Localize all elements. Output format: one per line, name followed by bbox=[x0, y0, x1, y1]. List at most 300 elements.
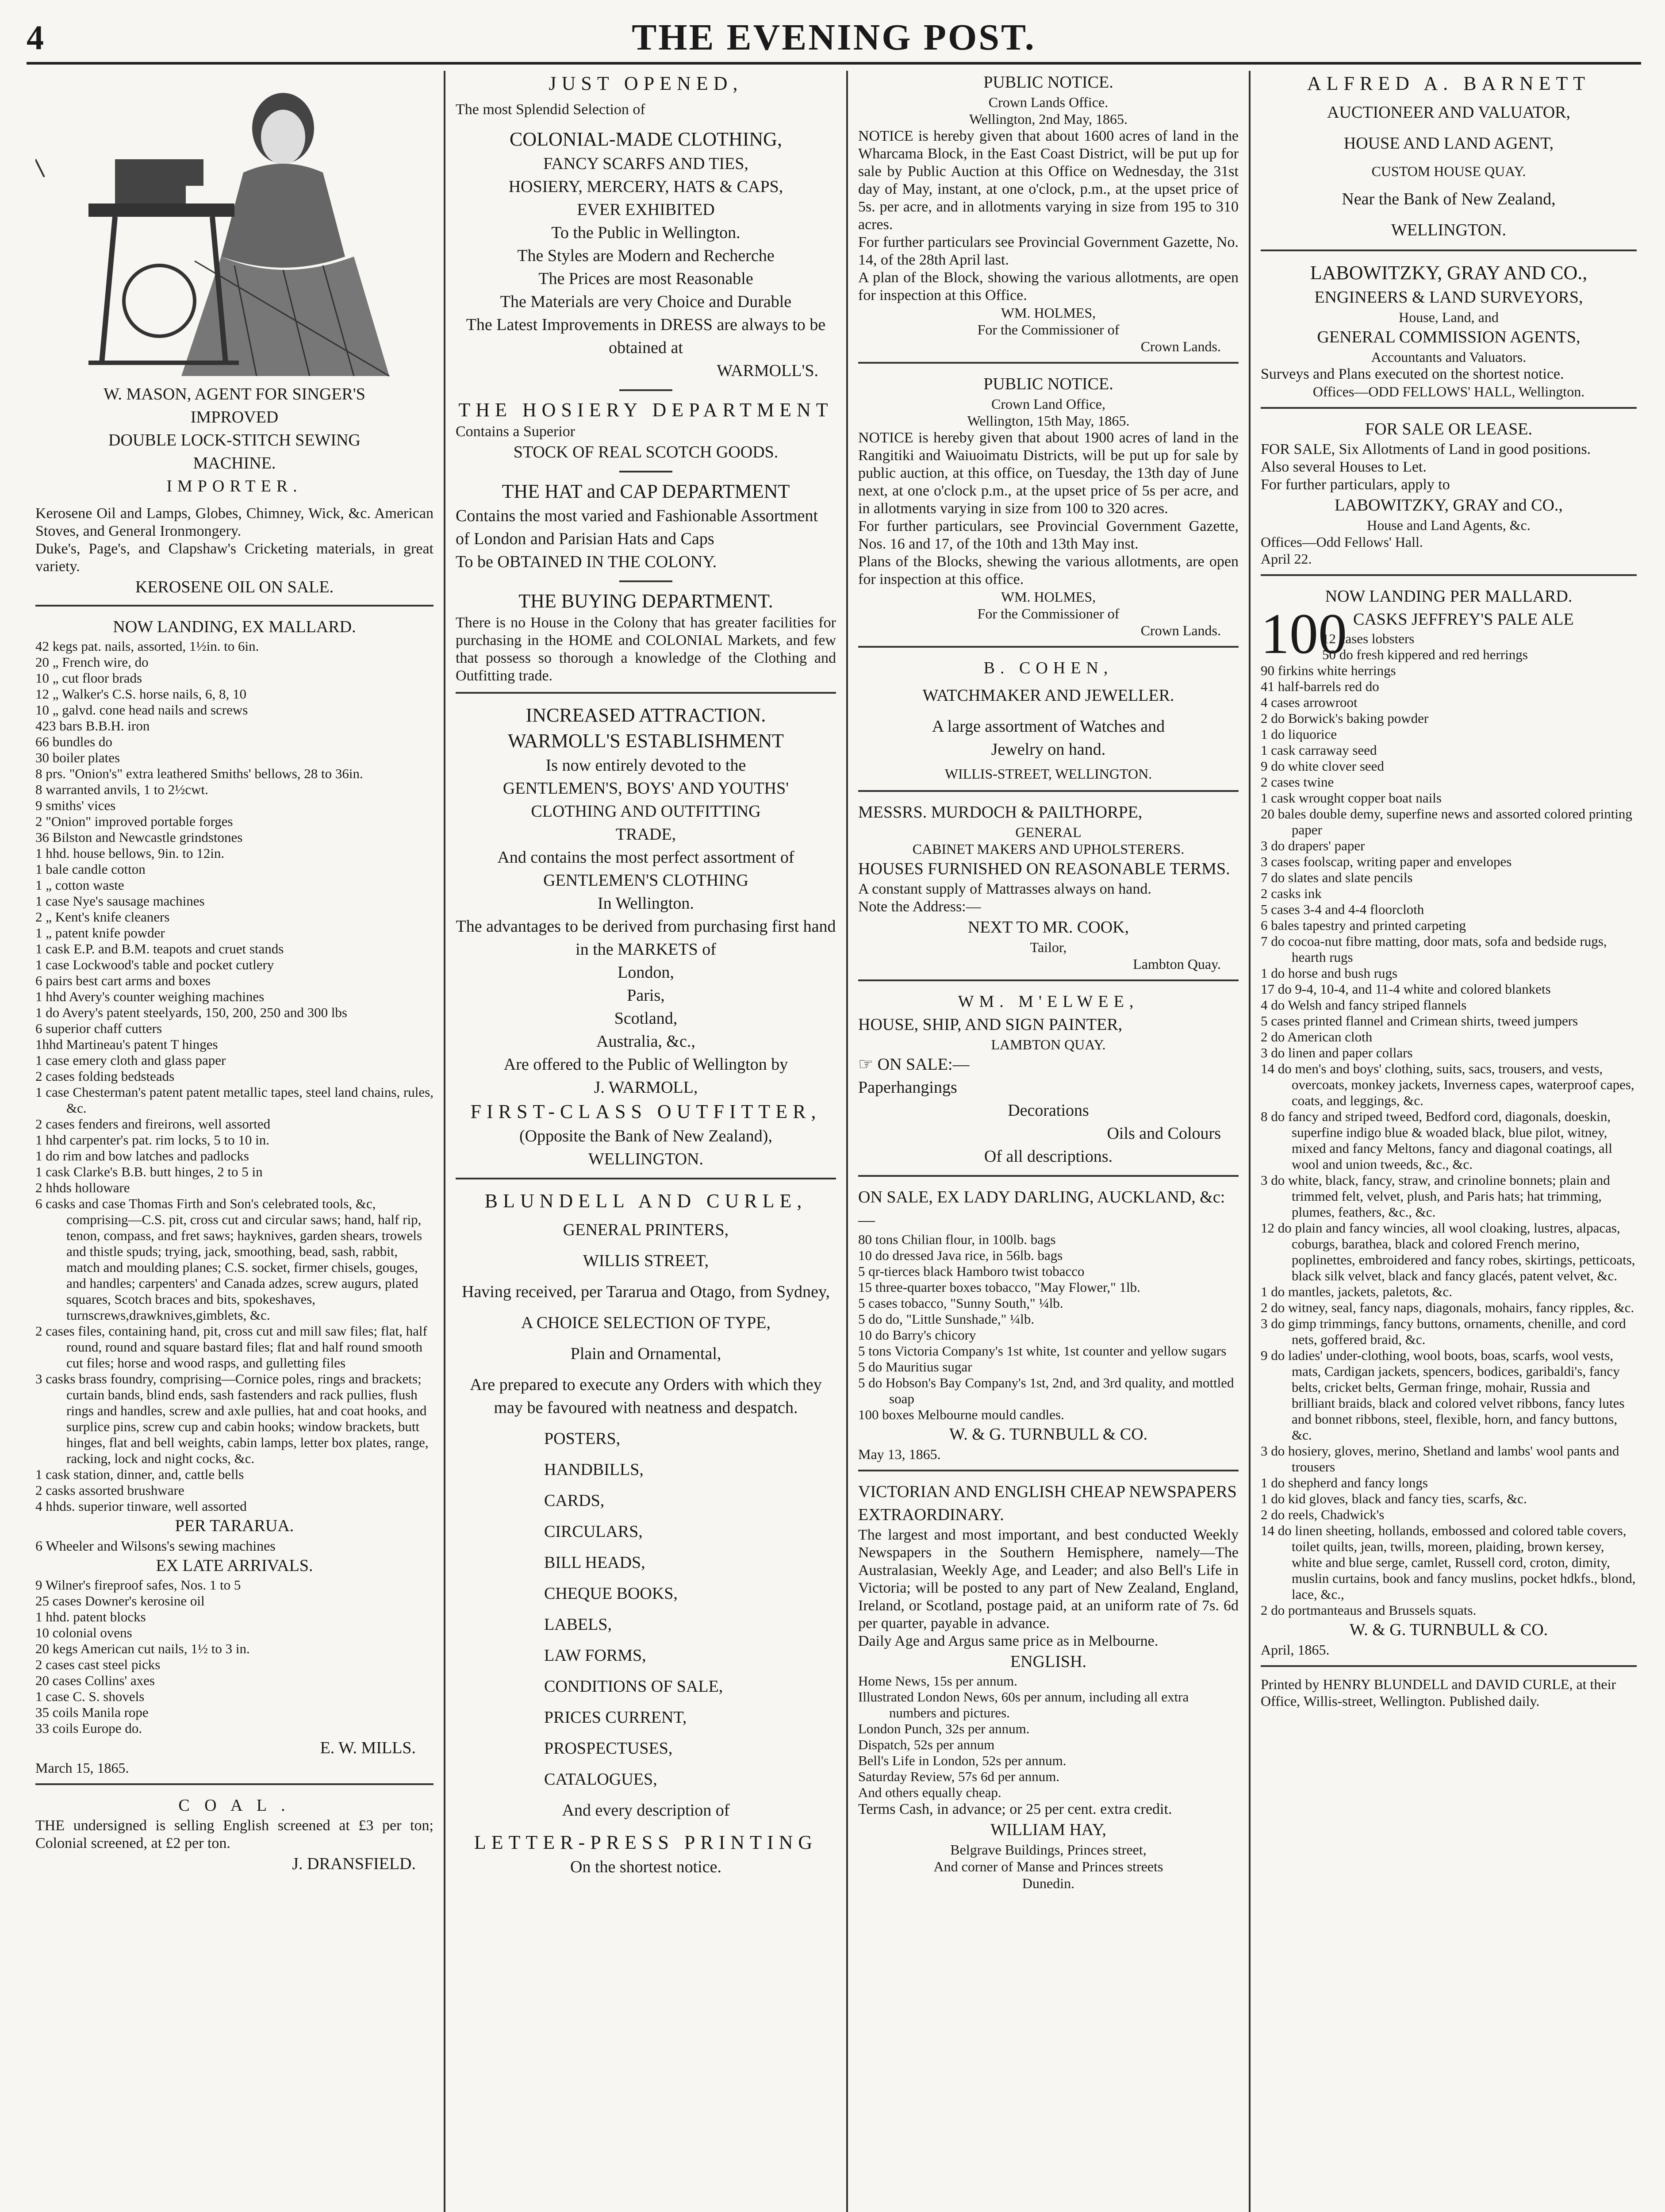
divider bbox=[858, 362, 1239, 364]
notice-signature: Crown Lands. bbox=[1140, 338, 1221, 354]
notice-office: Crown Land Office, bbox=[991, 396, 1105, 412]
for-sale-line: For further particulars, apply to bbox=[1261, 476, 1450, 493]
column-2 bbox=[447, 71, 845, 2212]
list-item: 30 boiler plates bbox=[35, 750, 120, 765]
increased-line: And contains the most perfect assortment of bbox=[497, 848, 794, 867]
newspaper-title: THE EVENING POST. bbox=[632, 17, 1036, 58]
list-item: 5 do Mauritius sugar bbox=[858, 1359, 972, 1375]
labowitzky-line: Offices—ODD FELLOWS' HALL, Wellington. bbox=[1312, 384, 1585, 399]
page-number: 4 bbox=[27, 18, 44, 57]
buying-heading: THE BUYING DEPARTMENT. bbox=[518, 590, 773, 612]
blundell-line: WILLIS STREET, bbox=[583, 1252, 709, 1270]
column-rule bbox=[1249, 71, 1251, 2212]
list-item: 1 hhd Avery's counter weighing machines bbox=[35, 989, 265, 1004]
blundell-line: Having received, per Tararua and Otago, from Sydney, bbox=[462, 1283, 830, 1301]
murdoch-line: HOUSES FURNISHED ON REASONABLE TERMS. bbox=[858, 860, 1230, 878]
mcelwee-line: Of all descriptions. bbox=[984, 1147, 1113, 1166]
hat-body: Contains the most varied and Fashionable Assortment of London and Parisian Hats and Caps bbox=[456, 507, 818, 548]
masthead bbox=[27, 13, 1641, 65]
divider bbox=[858, 979, 1239, 981]
for-sale-ad bbox=[1261, 418, 1637, 567]
notice-signature: Crown Lands. bbox=[1140, 622, 1221, 638]
mcelwee-ad bbox=[858, 990, 1239, 1168]
printing-service-item: CIRCULARS, bbox=[544, 1522, 643, 1541]
list-item: 10 colonial ovens bbox=[35, 1625, 132, 1640]
newspapers-body: The largest and most important, and best conducted Weekly Newspapers in the Southern Hemisphere, namely—The Australasian, Weekly Age, and Leader; and also Bell's Life in Victoria; will be posted to any part of New Zealand, England, Ireland, or Scotland, postage paid, at an uniform rate of 7s. 6d per quarter, payable in advance. bbox=[858, 1527, 1239, 1632]
notice-body: For further particulars see Provincial Government Gazette, No. 14, of the 28th April last. bbox=[858, 234, 1239, 268]
opened-line: The most Splendid Selection of bbox=[456, 101, 645, 118]
list-item: 2 do Borwick's baking powder bbox=[1261, 710, 1429, 726]
list-item: 1 case Chesterman's patent patent metallic tapes, steel land chains, rules, &c. bbox=[35, 1084, 434, 1116]
list-item: 7 do cocoa-nut fibre matting, door mats, sofa and bedside rugs, hearth rugs bbox=[1261, 933, 1607, 965]
list-item: 1 „ cotton waste bbox=[35, 877, 124, 893]
opened-line: The Latest Improvements in DRESS are always to be obtained at bbox=[466, 315, 826, 357]
printing-service-item: POSTERS, bbox=[544, 1429, 621, 1448]
mason-body-2: Duke's, Page's, and Clapshaw's Cricketing materials, in great variety. bbox=[35, 541, 434, 575]
newspapers-body: Daily Age and Argus same price as in Melbourne. bbox=[858, 1633, 1159, 1649]
murdoch-line: Lambton Quay. bbox=[1133, 956, 1221, 972]
increased-line: The advantages to be derived from purchasing first hand in the MARKETS of bbox=[456, 917, 836, 959]
list-item: 1 case Nye's sausage machines bbox=[35, 893, 205, 909]
for-sale-line: April 22. bbox=[1261, 551, 1312, 567]
opened-line: The Styles are Modern and Recherche bbox=[517, 246, 775, 265]
cohen-heading: B. COHEN, bbox=[983, 659, 1113, 677]
mallard-date: April, 1865. bbox=[1261, 1642, 1330, 1658]
list-item: 10 „ galvd. cone head nails and screws bbox=[35, 702, 248, 718]
list-item: 1 hhd. house bellows, 9in. to 12in. bbox=[35, 845, 225, 861]
list-item: 3 casks brass foundry, comprising—Cornice poles, rings and brackets; curtain bands, blind ends, sash fastenders and rack pullies, flush rings and handles, screw and axle pullies, hat and coat hooks, and surplice pins, screw cup and cabin hooks; window brackets, butt hinges, flat and bell weights, cabin lamps, letter box plates, range, racking, lock and night cocks, &c. bbox=[35, 1371, 429, 1466]
printing-service-item: HANDBILLS, bbox=[544, 1460, 644, 1479]
divider bbox=[456, 1178, 836, 1179]
list-item: 1 do shepherd and fancy longs bbox=[1261, 1475, 1428, 1490]
list-item: 6 casks and case Thomas Firth and Son's celebrated tools, &c, comprising—C.S. pit, cross cut and circular saws; hand, half rip, tenon, compass, and fret saws; hayknives, garden shears, trowels and thistle spuds; trying, jack, smoothing, bead, sash, rabbit, match and moulding planes; C.S. socket, firmer chisels, gouges, and handles; carpenters' and Canada adzes, screw augurs, plated squares, Scotch braces and bits, spokeshaves, turnscrews,drawknives,gimblets, &c. bbox=[35, 1196, 422, 1323]
list-item: 2 cases files, containing hand, pit, cross cut and mill saw files; flat, half round, round and square bastard files; flat and half round smooth cut files; horse and wood rasps, and gulletting files bbox=[35, 1323, 427, 1371]
list-item: 5 do do, "Little Sunshade," ¼lb. bbox=[858, 1311, 1035, 1327]
warmoll-signature: WARMOLL'S. bbox=[717, 361, 818, 380]
opened-line: The Materials are very Choice and Durable bbox=[500, 292, 792, 311]
list-item: 2 "Onion" improved portable forges bbox=[35, 814, 233, 829]
murdoch-line: A constant supply of Mattrasses always on hand. bbox=[858, 881, 1151, 897]
list-item: 2 cases folding bedsteads bbox=[35, 1068, 175, 1084]
mason-ad bbox=[35, 383, 434, 498]
blundell-line: A CHOICE SELECTION OF TYPE, bbox=[521, 1313, 771, 1332]
labowitzky-line: Accountants and Valuators. bbox=[1371, 349, 1527, 365]
barnett-line: CUSTOM HOUSE QUAY. bbox=[1371, 163, 1526, 179]
list-item: 1 case emery cloth and glass paper bbox=[35, 1052, 226, 1068]
list-item: 20 „ French wire, do bbox=[35, 654, 149, 670]
barnett-line: WELLINGTON. bbox=[1391, 221, 1506, 239]
coal-body: THE undersigned is selling English screened at £3 per ton; Colonial screened, at £2 per ton. bbox=[35, 1817, 434, 1851]
list-item: 1 bale candle cotton bbox=[35, 861, 146, 877]
list-item: 6 pairs best cart arms and boxes bbox=[35, 973, 211, 988]
list-item: 1 cask station, dinner, and, cattle bells bbox=[35, 1467, 244, 1482]
cohen-line: Jewelry on hand. bbox=[991, 740, 1106, 759]
mcelwee-line: Oils and Colours bbox=[1107, 1124, 1221, 1143]
increased-line: Is now entirely devoted to the bbox=[545, 756, 746, 775]
landing-item-list bbox=[35, 638, 434, 1514]
printing-service-item: BILL HEADS, bbox=[544, 1553, 645, 1572]
list-item: 1 do rim and bow latches and padlocks bbox=[35, 1148, 249, 1164]
column-4 bbox=[1252, 71, 1646, 2212]
mason-footer: KEROSENE OIL ON SALE. bbox=[135, 578, 334, 596]
list-item: 1 do mantles, jackets, paletots, &c. bbox=[1261, 1284, 1453, 1299]
divider bbox=[858, 790, 1239, 792]
darling-date: May 13, 1865. bbox=[858, 1446, 941, 1462]
list-item: 3 cases foolscap, writing paper and envelopes bbox=[1261, 854, 1512, 869]
list-item: 3 do linen and paper collars bbox=[1261, 1045, 1413, 1060]
divider bbox=[1261, 1665, 1637, 1667]
opened-line: HOSIERY, MERCERY, HATS & CAPS, bbox=[508, 177, 783, 196]
list-item: 3 do hosiery, gloves, merino, Shetland and lambs' wool pants and trousers bbox=[1261, 1443, 1619, 1475]
mcelwee-line: HOUSE, SHIP, AND SIGN PAINTER, bbox=[858, 1015, 1123, 1034]
blundell-line: Plain and Ornamental, bbox=[570, 1344, 721, 1363]
list-item: 66 bundles do bbox=[35, 734, 112, 749]
column-rule bbox=[846, 71, 848, 2212]
list-item: 10 do Barry's chicory bbox=[858, 1327, 976, 1343]
buying-ad bbox=[456, 588, 836, 685]
list-item: 50 do fresh kippered and red herrings bbox=[1322, 647, 1528, 662]
printer-imprint: Printed by HENRY BLUNDELL and DAVID CURLE, at their Office, Willis-street, Wellington. Published daily. bbox=[1261, 1676, 1616, 1709]
increased-line: WELLINGTON. bbox=[588, 1150, 703, 1168]
for-sale-heading: FOR SALE OR LEASE. bbox=[1365, 420, 1532, 438]
cohen-line: A large assortment of Watches and bbox=[932, 717, 1165, 736]
hay-address: Dunedin. bbox=[1022, 1875, 1075, 1891]
list-item: 5 cases 3-4 and 4-4 floorcloth bbox=[1261, 902, 1424, 917]
notice-body: A plan of the Block, showing the various allotments, are open for inspection at this Office. bbox=[858, 269, 1239, 303]
mason-name: W. MASON, AGENT FOR SINGER'S bbox=[104, 385, 365, 403]
list-item: 8 prs. "Onion's" extra leathered Smiths' bellows, 28 to 36in. bbox=[35, 766, 363, 781]
blundell-line: GENERAL PRINTERS, bbox=[563, 1221, 729, 1239]
divider bbox=[619, 580, 672, 582]
list-item: London Punch, 32s per annum. bbox=[858, 1721, 1030, 1736]
for-sale-line: LABOWITZKY, GRAY and CO., bbox=[1335, 496, 1563, 515]
list-item: 20 bales double demy, superfine news and assorted colored printing paper bbox=[1261, 806, 1632, 837]
list-item: 3 do drapers' paper bbox=[1261, 838, 1365, 853]
increased-line: GENTLEMEN'S, BOYS' AND YOUTHS' bbox=[503, 779, 789, 798]
increased-line: (Opposite the Bank of New Zealand), bbox=[519, 1127, 772, 1145]
notice-body: NOTICE is hereby given that about 1600 acres of land in the Wharcama Block, in the East Coast District, will be put up for sale by Public Auction at this Office on Wednesday, the 31st day of May, instant, at one o'clock, p.m., at the upset price of 5s. per acre, and in allotments varying in size from 195 to 310 acres. bbox=[858, 128, 1239, 233]
hay-address: And corner of Manse and Princes streets bbox=[933, 1859, 1163, 1874]
opened-line: To the Public in Wellington. bbox=[551, 223, 740, 242]
divider bbox=[1261, 250, 1637, 251]
list-item: 4 hhds. superior tinware, well assorted bbox=[35, 1498, 247, 1514]
warmoll-opened-ad bbox=[456, 71, 836, 382]
mason-machine-line: DOUBLE LOCK-STITCH SEWING bbox=[108, 431, 361, 449]
list-item: 12 „ Walker's C.S. horse nails, 6, 8, 10 bbox=[35, 686, 246, 702]
hosiery-ad bbox=[456, 397, 836, 464]
barnett-line: Near the Bank of New Zealand, bbox=[1342, 190, 1556, 208]
list-item: Home News, 15s per annum. bbox=[858, 1673, 1017, 1689]
tararua-item: 6 Wheeler and Wilsons's sewing machines bbox=[35, 1538, 276, 1554]
list-item: 1 cask wrought copper boat nails bbox=[1261, 790, 1442, 806]
murdoch-ad bbox=[858, 801, 1239, 972]
list-item: 25 cases Downer's kerosine oil bbox=[35, 1593, 205, 1609]
newspapers-ad bbox=[858, 1480, 1239, 1892]
printing-service-item: CATALOGUES, bbox=[544, 1770, 657, 1789]
column-1 bbox=[27, 71, 442, 2212]
list-item: 1 hhd carpenter's pat. rim locks, 5 to 10 in. bbox=[35, 1132, 270, 1148]
divider bbox=[858, 1175, 1239, 1177]
per-tararua: PER TARARUA. bbox=[175, 1517, 294, 1535]
for-sale-line: Also several Houses to Let. bbox=[1261, 459, 1427, 475]
list-item: 4 cases arrowroot bbox=[1261, 695, 1358, 710]
list-item: 14 do men's and boys' clothing, suits, sacs, trousers, and vests, overcoats, monkey jackets, Inverness capes, waterproof capes, coats, and leggings, &c. bbox=[1261, 1061, 1634, 1108]
list-item: 90 firkins white herrings bbox=[1261, 663, 1396, 678]
notice-signature: WM. HOLMES, bbox=[1001, 305, 1096, 321]
labowitzky-heading: LABOWITZKY, GRAY AND CO., bbox=[1310, 262, 1588, 284]
list-item: 2 do reels, Chadwick's bbox=[1261, 1507, 1385, 1522]
printing-service-item: CHEQUE BOOKS, bbox=[544, 1584, 678, 1603]
notice-heading: PUBLIC NOTICE. bbox=[983, 375, 1113, 393]
newspapers-heading: VICTORIAN AND ENGLISH CHEAP NEWSPAPERS EXTRAORDINARY. bbox=[858, 1482, 1237, 1524]
divider bbox=[456, 692, 836, 694]
mallard-item-list bbox=[1261, 631, 1637, 1618]
increased-sub: WARMOLL'S ESTABLISHMENT bbox=[507, 730, 784, 752]
list-item: 41 half-barrels red do bbox=[1261, 679, 1379, 694]
opened-line: COLONIAL-MADE CLOTHING, bbox=[510, 128, 782, 150]
mcelwee-line: LAMBTON QUAY. bbox=[991, 1037, 1106, 1052]
list-item: 1 cask carraway seed bbox=[1261, 742, 1377, 758]
darling-heading: ON SALE, EX LADY DARLING, AUCKLAND, &c:— bbox=[858, 1188, 1225, 1229]
blundell-line: Are prepared to execute any Orders with which they may be favoured with neatness and despatch. bbox=[470, 1375, 822, 1417]
list-item: 15 three-quarter boxes tobacco, "May Flower," 1lb. bbox=[858, 1279, 1140, 1295]
list-item: 4 do Welsh and fancy striped flannels bbox=[1261, 997, 1467, 1013]
mcelwee-heading: WM. M'ELWEE, bbox=[958, 992, 1139, 1011]
labowitzky-line: ENGINEERS & LAND SURVEYORS, bbox=[1314, 288, 1583, 307]
english-papers-list bbox=[858, 1673, 1239, 1801]
murdoch-heading: MESSRS. MURDOCH & PAILTHORPE, bbox=[858, 803, 1143, 822]
list-item: 6 superior chaff cutters bbox=[35, 1021, 162, 1036]
list-item: 17 do 9-4, 10-4, and 11-4 white and colored blankets bbox=[1261, 981, 1551, 997]
for-sale-line: Offices—Odd Fellows' Hall. bbox=[1261, 534, 1423, 550]
list-item: 1 „ patent knife powder bbox=[35, 925, 165, 941]
list-item: 33 coils Europe do. bbox=[35, 1720, 142, 1736]
list-item: 35 coils Manila rope bbox=[35, 1705, 149, 1720]
list-item: 1 cask Clarke's B.B. butt hinges, 2 to 5 in bbox=[35, 1164, 263, 1179]
mason-importer: IMPORTER. bbox=[166, 477, 303, 495]
mills-signature: E. W. MILLS. bbox=[320, 1739, 416, 1757]
opened-line: The Prices are most Reasonable bbox=[538, 269, 753, 288]
increased-heading: INCREASED ATTRACTION. bbox=[526, 704, 766, 726]
list-item: 100 boxes Melbourne mould candles. bbox=[858, 1407, 1064, 1422]
list-item: 2 cases cast steel picks bbox=[35, 1657, 161, 1672]
list-item: 36 Bilston and Newcastle grindstones bbox=[35, 830, 243, 845]
divider bbox=[1261, 574, 1637, 576]
barnett-line: HOUSE AND LAND AGENT, bbox=[1343, 134, 1554, 153]
labowitzky-line: Surveys and Plans executed on the shortest notice. bbox=[1261, 366, 1564, 382]
increased-line: TRADE, bbox=[615, 825, 676, 844]
mills-date: March 15, 1865. bbox=[35, 1760, 129, 1776]
list-item: 3 do white, black, fancy, straw, and crinoline bonnets; plain and trimmed felt, velvet, plush, and Paris hats; hat trimming, plumes, feathers, &c., &c. bbox=[1261, 1172, 1610, 1220]
newspapers-terms: Terms Cash, in advance; or 25 per cent. extra credit. bbox=[858, 1801, 1172, 1817]
buying-body: There is no House in the Colony that has greater facilities for purchasing in the HOME and COLONIAL Markets, and few that possess so thorough a knowledge of the Clothing and Outfitting trade. bbox=[456, 614, 836, 684]
mcelwee-line: Decorations bbox=[1008, 1101, 1089, 1120]
mason-machine-label: MACHINE. bbox=[193, 454, 276, 472]
list-item: 42 kegs pat. nails, assorted, 1½in. to 6in. bbox=[35, 638, 259, 654]
list-item: 1 cask E.P. and B.M. teapots and cruet stands bbox=[35, 941, 284, 956]
on-sale-label: ON SALE:— bbox=[877, 1055, 970, 1074]
mcelwee-line: Paperhangings bbox=[858, 1078, 957, 1097]
notice-body: NOTICE is hereby given that about 1900 acres of land in the Rangitiki and Waiuoimatu Districts, will be put up for sale by public auction, at this office, on Tuesday, the 13th day of June next, at one o'clock p.m., at the upset price of 5s per acre, and in allotments varying in size from 100 to 320 acres. bbox=[858, 430, 1239, 517]
list-item: 5 cases tobacco, "Sunny South," ¼lb. bbox=[858, 1295, 1063, 1311]
list-item: 2 do witney, seal, fancy naps, diagonals, mohairs, fancy ripples, &c. bbox=[1261, 1300, 1634, 1315]
list-item: 20 cases Collins' axes bbox=[35, 1673, 155, 1688]
increased-ad bbox=[456, 703, 836, 1171]
city: Paris, bbox=[627, 986, 665, 1005]
cohen-ad bbox=[858, 657, 1239, 782]
notice-signature: For the Commissioner of bbox=[977, 322, 1120, 338]
list-item: 9 do white clover seed bbox=[1261, 758, 1384, 774]
for-sale-body: FOR SALE, Six Allotments of Land in good positions. bbox=[1261, 441, 1591, 457]
printing-service-item: LAW FORMS, bbox=[544, 1646, 646, 1665]
hat-line: To be OBTAINED IN THE COLONY. bbox=[456, 553, 717, 571]
notice-date: Wellington, 15th May, 1865. bbox=[967, 413, 1130, 429]
blundell-heading: BLUNDELL AND CURLE, bbox=[484, 1190, 807, 1212]
list-item: Saturday Review, 57s 6d per annum. bbox=[858, 1769, 1060, 1784]
list-item: 2 casks assorted brushware bbox=[35, 1482, 184, 1498]
notice-heading: PUBLIC NOTICE. bbox=[983, 73, 1113, 92]
list-item: 5 do Hobson's Bay Company's 1st, 2nd, and 3rd quality, and mottled soap bbox=[858, 1375, 1234, 1406]
blundell-line: LETTER-PRESS PRINTING bbox=[474, 1832, 818, 1853]
list-item: 80 tons Chilian flour, in 100lb. bags bbox=[858, 1232, 1056, 1247]
darling-item-list bbox=[858, 1232, 1239, 1423]
turnbull-signature: W. & G. TURNBULL & CO. bbox=[949, 1425, 1148, 1444]
opened-line: EVER EXHIBITED bbox=[577, 200, 715, 219]
mason-body: Kerosene Oil and Lamps, Globes, Chimney, Wick, &c. American Stoves, and General Ironmongery. bbox=[35, 505, 434, 539]
mason-improved: IMPROVED bbox=[190, 408, 279, 426]
list-item: 2 cases fenders and fireirons, well assorted bbox=[35, 1116, 271, 1132]
notice-body: For further particulars, see Provincial Government Gazette, Nos. 16 and 17, of the 10th and 13th May inst. bbox=[858, 518, 1239, 552]
city: London, bbox=[618, 963, 674, 982]
printing-service-item: PRICES CURRENT, bbox=[544, 1708, 687, 1727]
printing-services-list bbox=[456, 1427, 836, 1791]
increased-line: CLOTHING AND OUTFITTING bbox=[531, 802, 761, 821]
blundell-line: And every description of bbox=[562, 1801, 730, 1820]
hat-heading: THE HAT and CAP DEPARTMENT bbox=[502, 480, 790, 502]
list-item: 12 cases lobsters bbox=[1322, 631, 1415, 646]
list-item: 10 „ cut floor brads bbox=[35, 670, 142, 686]
list-item: Bell's Life in London, 52s per annum. bbox=[858, 1753, 1067, 1768]
barnett-line: AUCTIONEER AND VALUATOR, bbox=[1327, 103, 1570, 122]
list-item: 2 hhds holloware bbox=[35, 1180, 130, 1195]
late-item-list bbox=[35, 1577, 434, 1736]
barnett-ad bbox=[1261, 71, 1637, 242]
divider bbox=[858, 1470, 1239, 1471]
divider bbox=[35, 1783, 434, 1785]
column-rule bbox=[444, 71, 445, 2212]
increased-line: FIRST-CLASS OUTFITTER, bbox=[470, 1101, 821, 1122]
list-item: 2 cases twine bbox=[1261, 774, 1334, 790]
list-item: 7 do slates and slate pencils bbox=[1261, 870, 1413, 885]
hosiery-heading: THE HOSIERY DEPARTMENT bbox=[458, 399, 833, 421]
list-item: 9 do ladies' under-clothing, wool boots, boas, scarfs, wool vests, mats, Cardigan jackets, spencers, bodices, garibaldi's, fancy belts, cricket belts, German fringe, mohair, Russia and brilliant braids, black and colored velvet ribbons, fancy lutes and bonnet ribbons, steel, flexible, horn, and fancy buttons, &c. bbox=[1261, 1348, 1625, 1443]
murdoch-line: CABINET MAKERS AND UPHOLSTERERS. bbox=[912, 841, 1185, 857]
hosiery-line: STOCK OF REAL SCOTCH GOODS. bbox=[513, 443, 779, 461]
just-opened-heading: JUST OPENED, bbox=[549, 73, 743, 94]
list-item: 12 do plain and fancy wincies, all wool cloaking, lustres, alpacas, coburgs, barathea, black and colored French merino, poplinettes, embroidered and fancy robes, skirtings, petticoats, black silk velvet, black and fancy glacés, patent velvet, &c. bbox=[1261, 1220, 1635, 1283]
english-heading: ENGLISH. bbox=[1010, 1652, 1087, 1671]
increased-line: Are offered to the Public of Wellington by bbox=[503, 1055, 788, 1074]
divider bbox=[858, 646, 1239, 648]
list-item: 423 bars B.B.H. iron bbox=[35, 718, 150, 733]
pointing-hand-icon: ☞ bbox=[858, 1055, 878, 1074]
murdoch-line: Note the Address:— bbox=[858, 899, 981, 915]
list-item: 8 warranted anvils, 1 to 2½cwt. bbox=[35, 782, 208, 797]
landing-heading: NOW LANDING, EX MALLARD. bbox=[113, 618, 356, 636]
public-notice-1 bbox=[858, 71, 1239, 355]
list-item: 2 „ Kent's knife cleaners bbox=[35, 909, 170, 925]
blundell-line: On the shortest notice. bbox=[570, 1858, 721, 1876]
lady-darling-ad bbox=[858, 1186, 1239, 1463]
hay-signature: WILLIAM HAY, bbox=[990, 1820, 1106, 1839]
mallard-big-number: 100 bbox=[1261, 602, 1347, 666]
list-item: 1 do horse and bush rugs bbox=[1261, 965, 1398, 981]
list-item: 20 kegs American cut nails, 1½ to 3 in. bbox=[35, 1641, 250, 1656]
notice-signature: For the Commissioner of bbox=[977, 606, 1120, 622]
increased-line: GENTLEMEN'S CLOTHING bbox=[543, 871, 748, 890]
hay-address: Belgrave Buildings, Princes street, bbox=[950, 1842, 1147, 1858]
public-notice-2 bbox=[858, 373, 1239, 639]
cohen-line: WATCHMAKER AND JEWELLER. bbox=[922, 686, 1174, 705]
landing-ad bbox=[35, 615, 434, 1776]
late-arrivals-heading: EX LATE ARRIVALS. bbox=[156, 1556, 313, 1575]
list-item: 6 bales tapestry and printed carpeting bbox=[1261, 918, 1466, 933]
mallard-heading: NOW LANDING PER MALLARD. bbox=[1325, 587, 1573, 606]
list-item: 1 do liquorice bbox=[1261, 726, 1337, 742]
mallard-ad bbox=[1261, 585, 1637, 1658]
list-item: 14 do linen sheeting, hollands, embossed and colored table covers, toilet quilts, jean, twills, moreen, plaiding, brown kersey, white and blue serge, camlet, Russell cord, croton, dimity, muslin curtains, book and fancy muslins, pocket hdkfs., blond, lace, &c., bbox=[1261, 1523, 1636, 1602]
city: Australia, &c., bbox=[596, 1032, 695, 1051]
increased-line: J. WARMOLL, bbox=[594, 1078, 698, 1097]
list-item: 5 cases printed flannel and Crimean shirts, tweed jumpers bbox=[1261, 1013, 1578, 1029]
printing-service-item: CONDITIONS OF SALE, bbox=[544, 1677, 723, 1696]
list-item: 5 qr-tierces black Hamboro twist tobacco bbox=[858, 1263, 1085, 1279]
list-item: 2 casks ink bbox=[1261, 886, 1322, 901]
notice-signature: WM. HOLMES, bbox=[1001, 589, 1096, 605]
coal-heading: C O A L . bbox=[178, 1796, 291, 1815]
notice-office: Crown Lands Office. bbox=[988, 94, 1109, 110]
divider bbox=[619, 389, 672, 391]
list-item: 1hhd Martineau's patent T hinges bbox=[35, 1037, 218, 1052]
blundell-ad bbox=[456, 1188, 836, 1878]
turnbull-signature: W. & G. TURNBULL & CO. bbox=[1349, 1621, 1548, 1639]
list-item: 3 do gimp trimmings, fancy buttons, ornaments, chenille, and cord nets, goffered braid, &c. bbox=[1261, 1316, 1626, 1347]
printing-service-item: PROSPECTUSES, bbox=[544, 1739, 673, 1758]
column-3 bbox=[849, 71, 1247, 2212]
hosiery-line: Contains a Superior bbox=[456, 423, 575, 440]
sewing-machine-illustration bbox=[35, 71, 425, 380]
notice-date: Wellington, 2nd May, 1865. bbox=[969, 111, 1128, 127]
list-item: Dispatch, 52s per annum bbox=[858, 1737, 995, 1752]
list-item: 8 do fancy and striped tweed, Bedford cord, diagonals, doeskin, superfine indigo blue & woaded black, blue pilot, witney, mixed and fancy Meltons, fancy and diagonal coatings, all wool and union tweeds, &c., &c. bbox=[1261, 1109, 1612, 1172]
list-item: 9 smiths' vices bbox=[35, 798, 116, 813]
coal-ad bbox=[35, 1794, 434, 1875]
murdoch-line: GENERAL bbox=[1015, 824, 1082, 840]
barnett-heading: ALFRED A. BARNETT bbox=[1307, 73, 1591, 94]
list-item: 1 case C. S. shovels bbox=[35, 1689, 145, 1704]
for-sale-line: House and Land Agents, &c. bbox=[1367, 517, 1531, 533]
list-item: 1 case Lockwood's table and pocket cutlery bbox=[35, 957, 274, 972]
list-item: 2 do portmanteaus and Brussels squats. bbox=[1261, 1602, 1477, 1618]
dransfield-signature: J. DRANSFIELD. bbox=[292, 1855, 416, 1873]
cohen-line: WILLIS-STREET, WELLINGTON. bbox=[944, 766, 1152, 782]
list-item: 2 do American cloth bbox=[1261, 1029, 1373, 1045]
increased-line: In Wellington. bbox=[598, 894, 694, 913]
list-item: 10 do dressed Java rice, in 56lb. bags bbox=[858, 1248, 1063, 1263]
printing-service-item: CARDS, bbox=[544, 1491, 605, 1510]
city: Scotland, bbox=[614, 1009, 678, 1028]
labowitzky-line: GENERAL COMMISSION AGENTS, bbox=[1317, 328, 1581, 346]
